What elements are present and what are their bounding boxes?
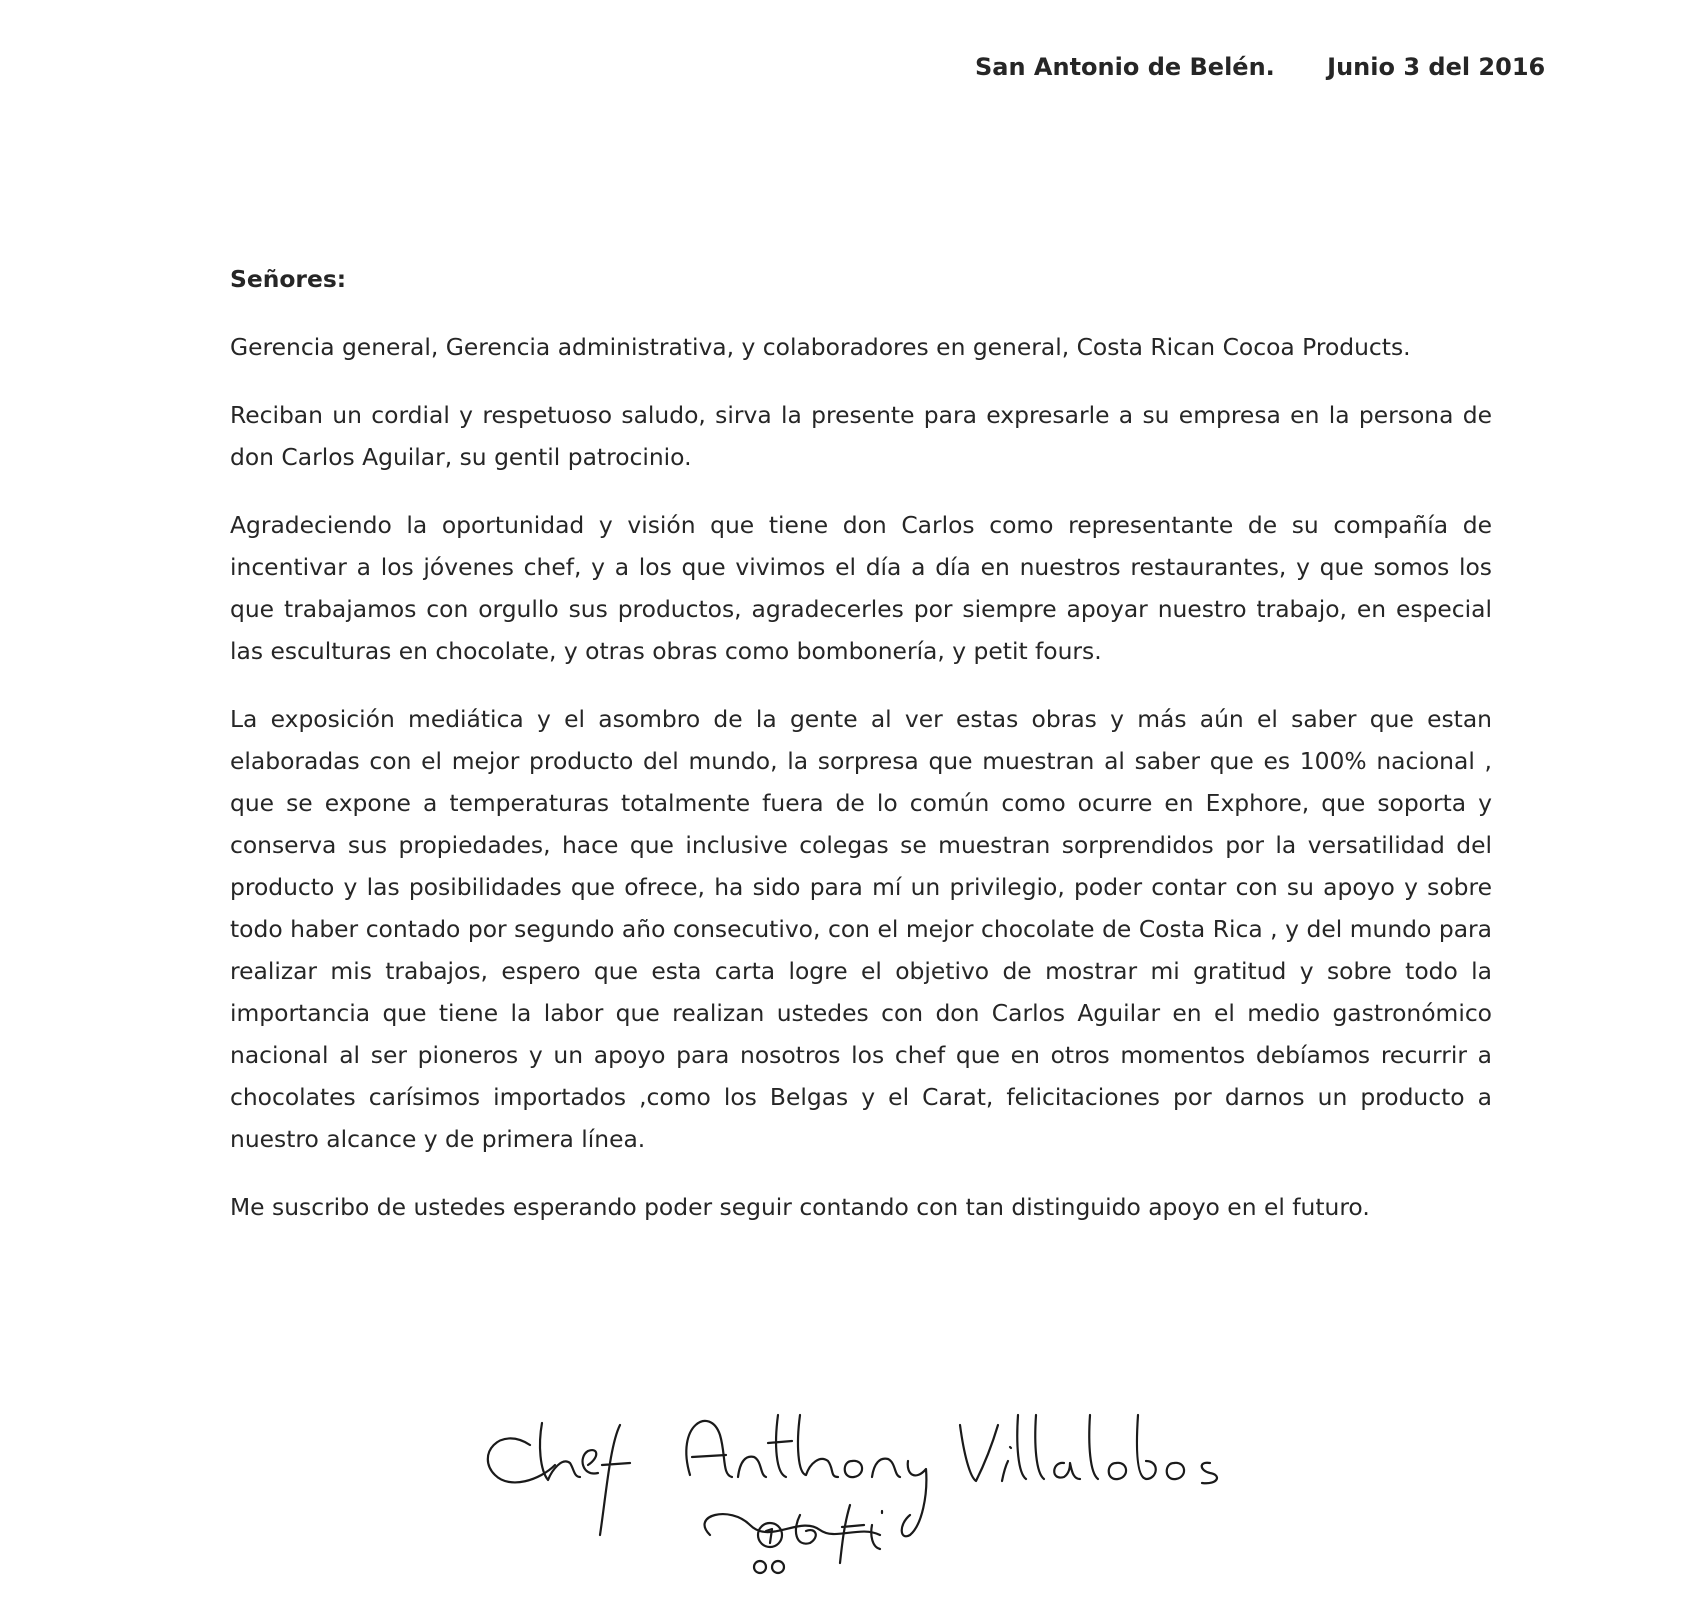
letter-body [230,258,1492,1254]
letter-paragraph: Reciban un cordial y respetuoso saludo, sirva la presente para expresarle a su empresa en la persona de don Carlos Aguilar, su gentil patrocinio. [230,401,1492,471]
letter-paragraph: Agradeciendo la oportunidad y visión que tiene don Carlos como representante de su compañía de incentivar a los jóvenes chef, y a los que vivimos el día a día en nuestros restaurantes, y que somos los que trabajamos con orgullo sus productos, agradecerles por siempre apoyar nuestro trabajo, en especial las esculturas en chocolate, y otras obras como bombonería, y petit fours. [230,511,1492,665]
handwritten-signature [470,1385,1250,1585]
letter-date: Junio 3 del 2016 [1327,53,1546,81]
letter-header [975,52,1546,82]
letter-place: San Antonio de Belén. [975,53,1275,81]
letter-paragraph: La exposición mediática y el asombro de la gente al ver estas obras y más aún el saber que estan elaboradas con el mejor producto del mundo, la sorpresa que muestran al saber que es 100% nacional , que se expone a temperaturas totalmente fuera de lo común como ocurre en Exphore, que soporta y conserva sus propiedades, hace que inclusive colegas se muestran sorprendidos por la versatilidad del producto y las posibilidades que ofrece, ha sido para mí un privilegio, poder contar con su apoyo y sobre todo haber contado por segundo año consecutivo, con el mejor chocolate de Costa Rica , y del mundo para realizar mis trabajos, espero que esta carta logre el objetivo de mostrar mi gratitud y sobre todo la importancia que tiene la labor que realizan ustedes con don Carlos Aguilar en el medio gastronómico nacional al ser pioneros y un apoyo para nosotros los chef que en otros momentos debíamos recurrir a chocolates carísimos importados ,como los Belgas y el Carat, felicitaciones por darnos un producto a nuestro alcance y de primera línea. [230,705,1492,1153]
letter-closing: Me suscribo de ustedes esperando poder seguir contando con tan distinguido apoyo en el futuro. [230,1193,1370,1221]
letter-recipients: Gerencia general, Gerencia administrativa, y colaboradores en general, Costa Rican Cocoa Products. [230,333,1411,361]
letter-salutation: Señores: [230,265,347,293]
